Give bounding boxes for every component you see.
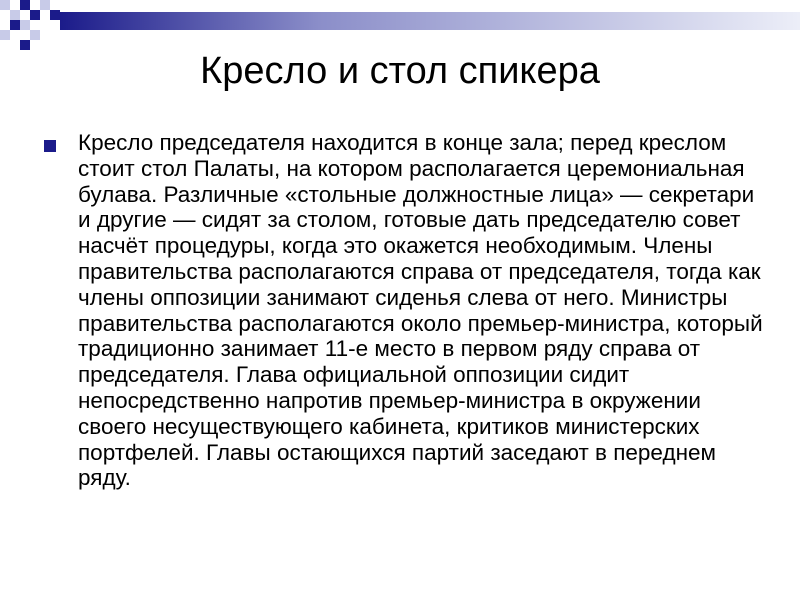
- deco-square: [30, 30, 40, 40]
- deco-square: [10, 20, 20, 30]
- deco-square: [20, 20, 30, 30]
- deco-square: [40, 0, 50, 10]
- deco-square: [10, 10, 20, 20]
- slide-title: Кресло и стол спикера: [200, 50, 600, 92]
- bullet-square-icon: [44, 140, 56, 152]
- header-gradient-bar: [60, 12, 800, 30]
- deco-square: [20, 0, 30, 10]
- deco-square: [0, 0, 10, 10]
- deco-square: [50, 10, 60, 20]
- deco-square: [30, 10, 40, 20]
- deco-square: [20, 40, 30, 50]
- slide-body-text: Кресло председателя находится в конце зала; перед креслом стоит стол Палаты, на котором располагается церемониальная булава. Различные «стольные должностные лица» — секретари и другие — сидят за столом, готовые дать председателю совет насчёт процедуры, когда это окажется необходимым. Члены правительства располагаются справа от председателя, тогда как члены оппозиции занимают сиденья слева от него. Министры правительства располагаются около премьер-министра, который традиционно занимает 11-е место в первом ряду справа от председателя. Глава официальной оппозиции сидит непосредственно напротив премьер-министра в окружении своего несуществующего кабинета, критиков министерских портфелей. Главы остающихся партий заседают в переднем ряду.: [78, 130, 763, 491]
- deco-square: [0, 30, 10, 40]
